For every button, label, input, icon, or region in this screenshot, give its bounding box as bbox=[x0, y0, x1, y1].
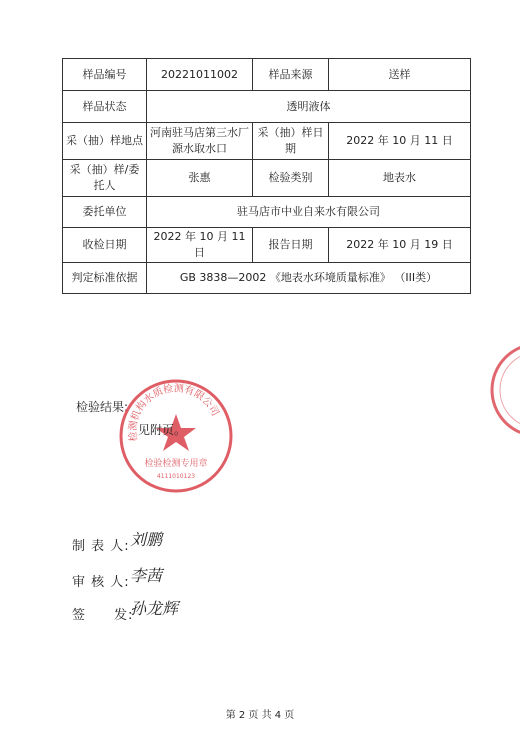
receive-date-label: 收检日期 bbox=[63, 228, 147, 263]
sampler-value: 张惠 bbox=[147, 160, 253, 197]
issued-signature: 孙龙辉 bbox=[130, 599, 179, 618]
sample-source-value: 送样 bbox=[329, 59, 471, 91]
seal-number: 4111010123 bbox=[156, 473, 196, 480]
sample-state-label: 样品状态 bbox=[63, 91, 147, 123]
sample-no-value: 20221011002 bbox=[147, 59, 253, 91]
table-row bbox=[63, 263, 471, 294]
reviewed-label: 审 核 人: bbox=[72, 575, 130, 590]
seal-text: 检测机构水质检测有限公司 bbox=[127, 383, 221, 443]
standard-label: 判定标准依据 bbox=[63, 263, 147, 294]
prepared-by bbox=[72, 530, 163, 554]
issued-label: 签 发: bbox=[72, 608, 134, 623]
sampling-date-value: 2022 年 10 月 11 日 bbox=[329, 123, 471, 160]
test-type-label: 检验类别 bbox=[253, 160, 329, 197]
sampling-site-label: 采（抽）样地点 bbox=[63, 123, 147, 160]
issued-by bbox=[72, 599, 179, 623]
result-value: 见附页。 bbox=[138, 423, 187, 437]
receive-date-value: 2022 年 10 月 11 日 bbox=[147, 228, 253, 263]
seal-subtitle: 检验检测专用章 bbox=[144, 459, 208, 469]
sampling-date-label: 采（抽）样日期 bbox=[253, 123, 329, 160]
table-row bbox=[63, 197, 471, 228]
client-label: 委托单位 bbox=[63, 197, 147, 228]
sample-source-label: 样品来源 bbox=[253, 59, 329, 91]
client-value: 驻马店市中业自来水有限公司 bbox=[147, 197, 471, 228]
sample-state-value: 透明液体 bbox=[147, 91, 471, 123]
prepared-label: 制 表 人: bbox=[72, 539, 130, 554]
table-row bbox=[63, 59, 471, 91]
reviewed-by bbox=[72, 566, 163, 590]
sample-info-table bbox=[62, 58, 471, 294]
table-row bbox=[63, 91, 471, 123]
test-type-value: 地表水 bbox=[329, 160, 471, 197]
table-row bbox=[63, 123, 471, 160]
report-date-value: 2022 年 10 月 19 日 bbox=[329, 228, 471, 263]
sampler-label: 采（抽）样/委托人 bbox=[63, 160, 147, 197]
table-row bbox=[63, 160, 471, 197]
sample-no-label: 样品编号 bbox=[63, 59, 147, 91]
prepared-signature: 刘鹏 bbox=[130, 530, 163, 549]
standard-value: GB 3838—2002 《地表水环境质量标准》 （III类） bbox=[147, 263, 471, 294]
page-number: 第 2 页 共 4 页 bbox=[225, 710, 295, 721]
partial-seal bbox=[488, 340, 520, 440]
reviewed-signature: 李茜 bbox=[130, 566, 163, 585]
sampling-site-value: 河南驻马店第三水厂源水取水口 bbox=[147, 123, 253, 160]
result-label: 检验结果: bbox=[76, 400, 129, 414]
table-row bbox=[63, 228, 471, 263]
report-date-label: 报告日期 bbox=[253, 228, 329, 263]
